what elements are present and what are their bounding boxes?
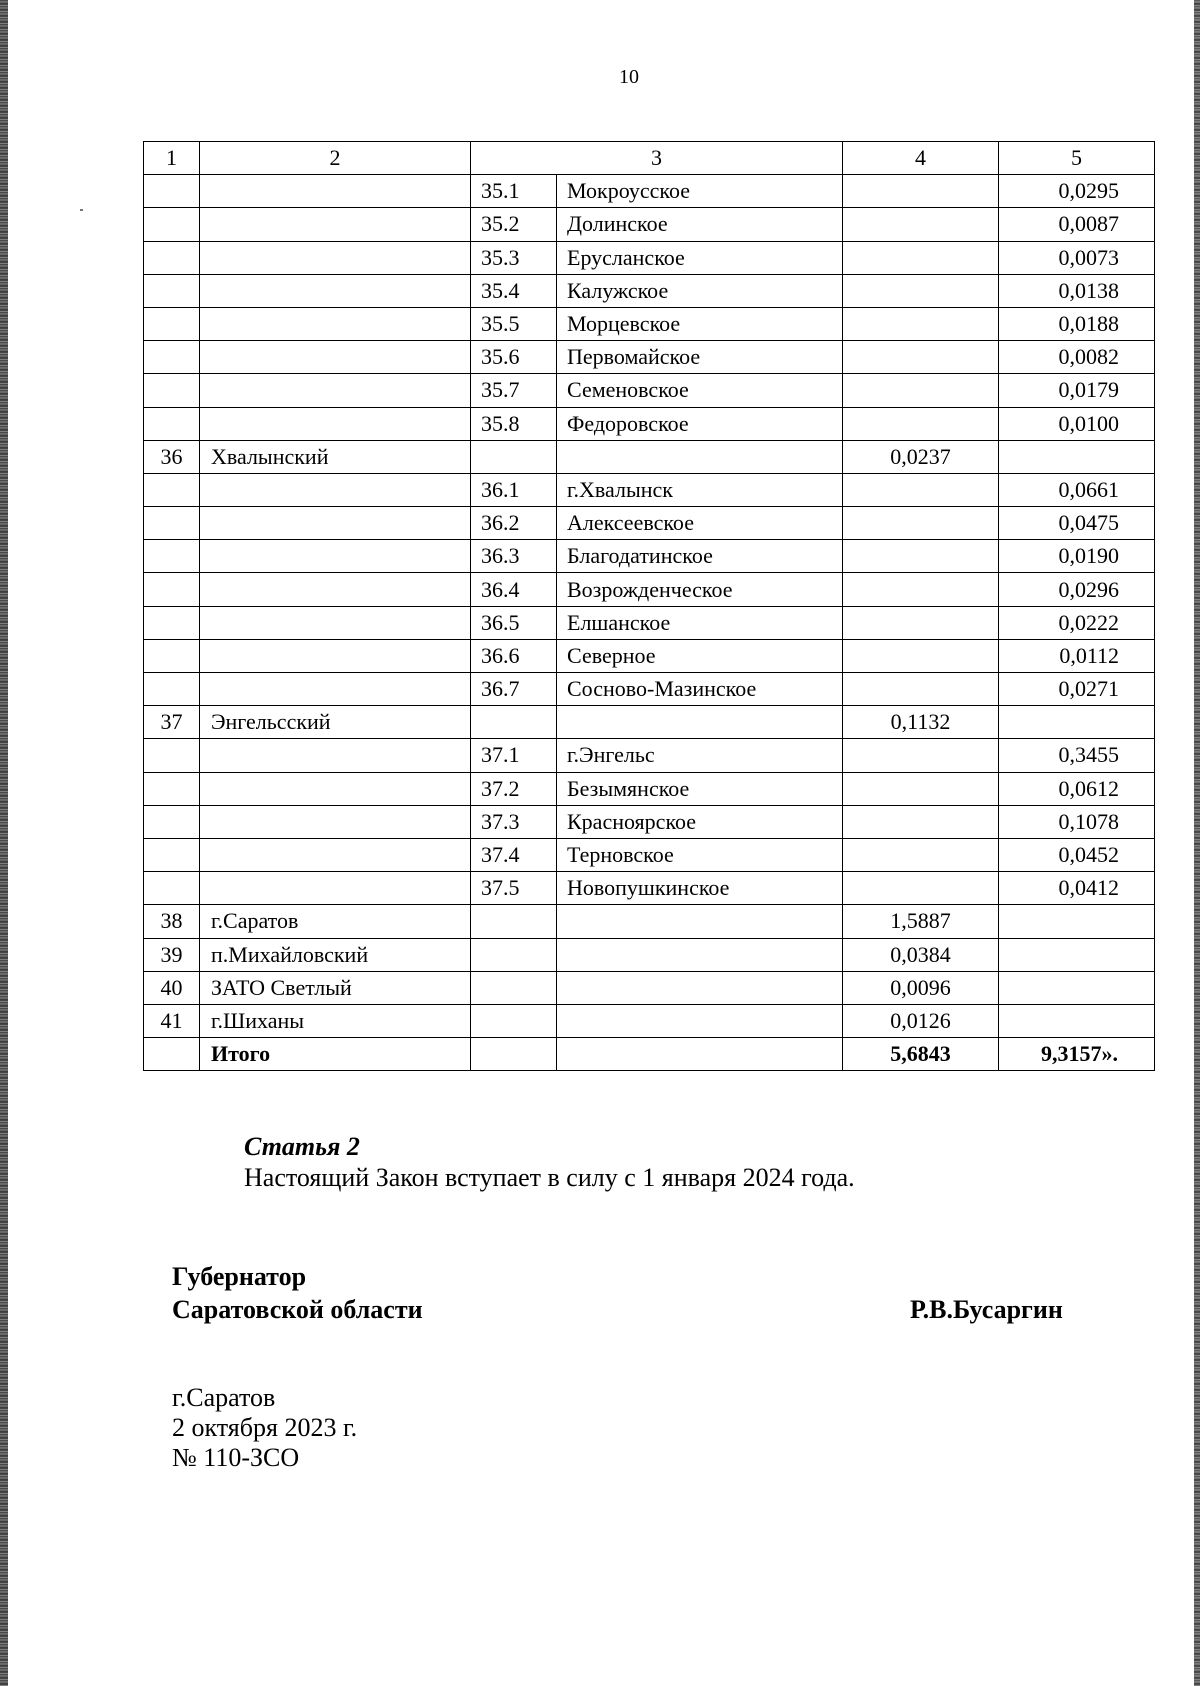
cell-number bbox=[144, 241, 200, 274]
cell-district-value bbox=[843, 241, 999, 274]
cell-district bbox=[200, 175, 471, 208]
cell-sub-number: 36.2 bbox=[471, 507, 557, 540]
cell-district bbox=[200, 573, 471, 606]
cell-settlement: Мокроусское bbox=[557, 175, 843, 208]
cell-district-value bbox=[843, 838, 999, 871]
cell-district bbox=[200, 540, 471, 573]
table-row bbox=[144, 175, 1155, 208]
cell-settlement: Новопушкинское bbox=[557, 872, 843, 905]
cell-settlement-value bbox=[999, 938, 1155, 971]
cell-settlement-value bbox=[999, 905, 1155, 938]
article-text: Настоящий Закон вступает в силу с 1 января 2024 года. bbox=[244, 1163, 855, 1192]
cell-number bbox=[144, 639, 200, 672]
table-row bbox=[144, 1004, 1155, 1037]
cell-sub-number: 36.3 bbox=[471, 540, 557, 573]
cell-settlement bbox=[557, 971, 843, 1004]
cell-settlement: Возрожденческое bbox=[557, 573, 843, 606]
cell-sub-number bbox=[471, 1004, 557, 1037]
cell-district-value bbox=[843, 606, 999, 639]
cell-settlement: Морцевское bbox=[557, 307, 843, 340]
table-row bbox=[144, 706, 1155, 739]
cell-district-value bbox=[843, 739, 999, 772]
cell-number bbox=[144, 673, 200, 706]
table-row bbox=[144, 639, 1155, 672]
cell-district bbox=[200, 307, 471, 340]
cell-sub-number: 35.2 bbox=[471, 208, 557, 241]
cell-district-value bbox=[843, 540, 999, 573]
cell-settlement-value: 0,0612 bbox=[999, 772, 1155, 805]
cell-number: 38 bbox=[144, 905, 200, 938]
cell-settlement-value: 0,0295 bbox=[999, 175, 1155, 208]
cell-district-value: 0,0384 bbox=[843, 938, 999, 971]
cell-settlement-value: 0,0296 bbox=[999, 573, 1155, 606]
cell-settlement bbox=[557, 1004, 843, 1037]
cell-sub-number: 36.6 bbox=[471, 639, 557, 672]
cell-sub-number: 35.5 bbox=[471, 307, 557, 340]
total-cell-sub-number bbox=[471, 1038, 557, 1071]
cell-sub-number: 36.1 bbox=[471, 473, 557, 506]
cell-number bbox=[144, 507, 200, 540]
table-row bbox=[144, 440, 1155, 473]
cell-settlement-value: 0,0475 bbox=[999, 507, 1155, 540]
cell-number bbox=[144, 606, 200, 639]
cell-settlement: Долинское bbox=[557, 208, 843, 241]
cell-number bbox=[144, 341, 200, 374]
cell-sub-number bbox=[471, 706, 557, 739]
cell-settlement-value: 0,0661 bbox=[999, 473, 1155, 506]
cell-sub-number: 36.4 bbox=[471, 573, 557, 606]
table-row bbox=[144, 573, 1155, 606]
cell-district-value bbox=[843, 307, 999, 340]
cell-settlement-value: 0,0271 bbox=[999, 673, 1155, 706]
cell-district bbox=[200, 872, 471, 905]
cell-district bbox=[200, 208, 471, 241]
cell-sub-number bbox=[471, 971, 557, 1004]
cell-settlement-value bbox=[999, 1004, 1155, 1037]
cell-district bbox=[200, 507, 471, 540]
cell-settlement: Северное bbox=[557, 639, 843, 672]
cell-settlement: Семеновское bbox=[557, 374, 843, 407]
cell-sub-number: 35.3 bbox=[471, 241, 557, 274]
cell-settlement: Первомайское bbox=[557, 341, 843, 374]
cell-number bbox=[144, 573, 200, 606]
cell-settlement-value: 0,0179 bbox=[999, 374, 1155, 407]
cell-district-value: 0,0096 bbox=[843, 971, 999, 1004]
cell-district-value bbox=[843, 341, 999, 374]
cell-district-value bbox=[843, 639, 999, 672]
cell-district-value: 1,5887 bbox=[843, 905, 999, 938]
cell-settlement: Безымянское bbox=[557, 772, 843, 805]
table-row bbox=[144, 208, 1155, 241]
cell-district bbox=[200, 407, 471, 440]
cell-district: Хвалынский bbox=[200, 440, 471, 473]
scan-edge-left bbox=[0, 0, 8, 1686]
cell-settlement-value: 0,1078 bbox=[999, 805, 1155, 838]
cell-settlement: Елшанское bbox=[557, 606, 843, 639]
total-label: Итого bbox=[200, 1038, 471, 1071]
cell-sub-number: 36.7 bbox=[471, 673, 557, 706]
cell-district bbox=[200, 639, 471, 672]
cell-settlement: г.Хвалынск bbox=[557, 473, 843, 506]
cell-number bbox=[144, 805, 200, 838]
cell-settlement: Федоровское bbox=[557, 407, 843, 440]
cell-district-value bbox=[843, 208, 999, 241]
governor-name: Р.В.Бусаргин bbox=[910, 1295, 1063, 1324]
cell-district-value bbox=[843, 872, 999, 905]
cell-district bbox=[200, 274, 471, 307]
cell-settlement: Красноярское bbox=[557, 805, 843, 838]
cell-district-value bbox=[843, 772, 999, 805]
table-row bbox=[144, 473, 1155, 506]
cell-number bbox=[144, 739, 200, 772]
scan-edge-right bbox=[1194, 0, 1200, 1686]
total-district-value: 5,6843 bbox=[843, 1038, 999, 1071]
cell-settlement: Благодатинское bbox=[557, 540, 843, 573]
cell-district-value bbox=[843, 473, 999, 506]
cell-settlement: Алексеевское bbox=[557, 507, 843, 540]
governor-region: Саратовской области bbox=[172, 1295, 423, 1324]
cell-district bbox=[200, 473, 471, 506]
cell-number: 37 bbox=[144, 706, 200, 739]
cell-number bbox=[144, 838, 200, 871]
cell-district-value bbox=[843, 407, 999, 440]
cell-district bbox=[200, 739, 471, 772]
cell-number bbox=[144, 208, 200, 241]
cell-district-value bbox=[843, 274, 999, 307]
table-row bbox=[144, 739, 1155, 772]
cell-sub-number bbox=[471, 440, 557, 473]
cell-number bbox=[144, 307, 200, 340]
cell-district bbox=[200, 241, 471, 274]
page-number: 10 bbox=[619, 66, 639, 88]
cell-settlement-value: 0,3455 bbox=[999, 739, 1155, 772]
cell-district: ЗАТО Светлый bbox=[200, 971, 471, 1004]
header-cell-1: 1 bbox=[144, 142, 200, 175]
cell-district bbox=[200, 341, 471, 374]
cell-district bbox=[200, 673, 471, 706]
cell-number bbox=[144, 540, 200, 573]
cell-number bbox=[144, 772, 200, 805]
cell-district: г.Шиханы bbox=[200, 1004, 471, 1037]
cell-sub-number: 35.4 bbox=[471, 274, 557, 307]
cell-settlement-value: 0,0112 bbox=[999, 639, 1155, 672]
cell-sub-number: 35.7 bbox=[471, 374, 557, 407]
cell-sub-number: 36.5 bbox=[471, 606, 557, 639]
cell-number: 36 bbox=[144, 440, 200, 473]
cell-district bbox=[200, 374, 471, 407]
cell-settlement-value: 0,0222 bbox=[999, 606, 1155, 639]
cell-settlement: г.Энгельс bbox=[557, 739, 843, 772]
table-row bbox=[144, 341, 1155, 374]
cell-sub-number bbox=[471, 938, 557, 971]
cell-number bbox=[144, 175, 200, 208]
place-date: 2 октября 2023 г. bbox=[172, 1413, 358, 1442]
table-row bbox=[144, 507, 1155, 540]
cell-sub-number: 37.1 bbox=[471, 739, 557, 772]
table-row bbox=[144, 872, 1155, 905]
table-row bbox=[144, 407, 1155, 440]
table-total-row bbox=[144, 1038, 1155, 1071]
cell-number: 40 bbox=[144, 971, 200, 1004]
cell-settlement bbox=[557, 905, 843, 938]
cell-district: Энгельсский bbox=[200, 706, 471, 739]
cell-number: 39 bbox=[144, 938, 200, 971]
cell-district-value bbox=[843, 374, 999, 407]
table-row bbox=[144, 938, 1155, 971]
cell-district-value bbox=[843, 573, 999, 606]
total-cell-settlement bbox=[557, 1038, 843, 1071]
cell-number bbox=[144, 407, 200, 440]
cell-sub-number: 37.4 bbox=[471, 838, 557, 871]
cell-number bbox=[144, 374, 200, 407]
governor-title: Губернатор bbox=[172, 1262, 307, 1291]
cell-settlement-value bbox=[999, 971, 1155, 1004]
table-row bbox=[144, 971, 1155, 1004]
cell-settlement: Терновское bbox=[557, 838, 843, 871]
cell-district-value: 0,0126 bbox=[843, 1004, 999, 1037]
table-row bbox=[144, 540, 1155, 573]
cell-settlement bbox=[557, 440, 843, 473]
cell-settlement-value: 0,0100 bbox=[999, 407, 1155, 440]
table-row bbox=[144, 274, 1155, 307]
place-city: г.Саратов bbox=[172, 1383, 276, 1412]
cell-settlement-value: 0,0412 bbox=[999, 872, 1155, 905]
table-row bbox=[144, 374, 1155, 407]
total-settlement-value: 9,3157». bbox=[999, 1038, 1155, 1071]
cell-district-value bbox=[843, 805, 999, 838]
table-body bbox=[144, 142, 1155, 1071]
cell-sub-number: 35.6 bbox=[471, 341, 557, 374]
cell-sub-number: 35.1 bbox=[471, 175, 557, 208]
cell-district-value: 0,1132 bbox=[843, 706, 999, 739]
cell-sub-number bbox=[471, 905, 557, 938]
cell-district bbox=[200, 838, 471, 871]
cell-settlement: Калужское bbox=[557, 274, 843, 307]
law-number: № 110-ЗСО bbox=[172, 1443, 300, 1472]
cell-district-value: 0,0237 bbox=[843, 440, 999, 473]
cell-settlement-value: 0,0138 bbox=[999, 274, 1155, 307]
table-row bbox=[144, 307, 1155, 340]
cell-settlement: Сосново-Мазинское bbox=[557, 673, 843, 706]
cell-settlement-value: 0,0082 bbox=[999, 341, 1155, 374]
table-row bbox=[144, 805, 1155, 838]
table-row bbox=[144, 606, 1155, 639]
cell-number bbox=[144, 473, 200, 506]
cell-number bbox=[144, 274, 200, 307]
cell-district-value bbox=[843, 673, 999, 706]
cell-sub-number: 37.3 bbox=[471, 805, 557, 838]
cell-settlement: Ерусланское bbox=[557, 241, 843, 274]
cell-settlement-value bbox=[999, 440, 1155, 473]
cell-number bbox=[144, 872, 200, 905]
table-header-row bbox=[144, 142, 1155, 175]
cell-district: г.Саратов bbox=[200, 905, 471, 938]
cell-settlement-value: 0,0073 bbox=[999, 241, 1155, 274]
header-cell-2: 2 bbox=[200, 142, 471, 175]
cell-district: п.Михайловский bbox=[200, 938, 471, 971]
cell-settlement bbox=[557, 938, 843, 971]
cell-settlement-value: 0,0087 bbox=[999, 208, 1155, 241]
allocation-table bbox=[143, 141, 1155, 1071]
table-row bbox=[144, 905, 1155, 938]
total-cell-number bbox=[144, 1038, 200, 1071]
cell-settlement bbox=[557, 706, 843, 739]
cell-district bbox=[200, 772, 471, 805]
cell-settlement-value: 0,0188 bbox=[999, 307, 1155, 340]
table-row bbox=[144, 673, 1155, 706]
cell-number: 41 bbox=[144, 1004, 200, 1037]
article-title: Статья 2 bbox=[244, 1132, 360, 1161]
header-cell-3: 3 bbox=[471, 142, 843, 175]
cell-sub-number: 37.2 bbox=[471, 772, 557, 805]
cell-sub-number: 37.5 bbox=[471, 872, 557, 905]
cell-settlement-value bbox=[999, 706, 1155, 739]
cell-district-value bbox=[843, 175, 999, 208]
table-row bbox=[144, 241, 1155, 274]
cell-settlement-value: 0,0190 bbox=[999, 540, 1155, 573]
header-cell-4: 4 bbox=[843, 142, 999, 175]
table-row bbox=[144, 838, 1155, 871]
cell-sub-number: 35.8 bbox=[471, 407, 557, 440]
cell-district bbox=[200, 606, 471, 639]
header-cell-5: 5 bbox=[999, 142, 1155, 175]
cell-district bbox=[200, 805, 471, 838]
scan-speck bbox=[80, 209, 83, 211]
table-row bbox=[144, 772, 1155, 805]
cell-district-value bbox=[843, 507, 999, 540]
cell-settlement-value: 0,0452 bbox=[999, 838, 1155, 871]
